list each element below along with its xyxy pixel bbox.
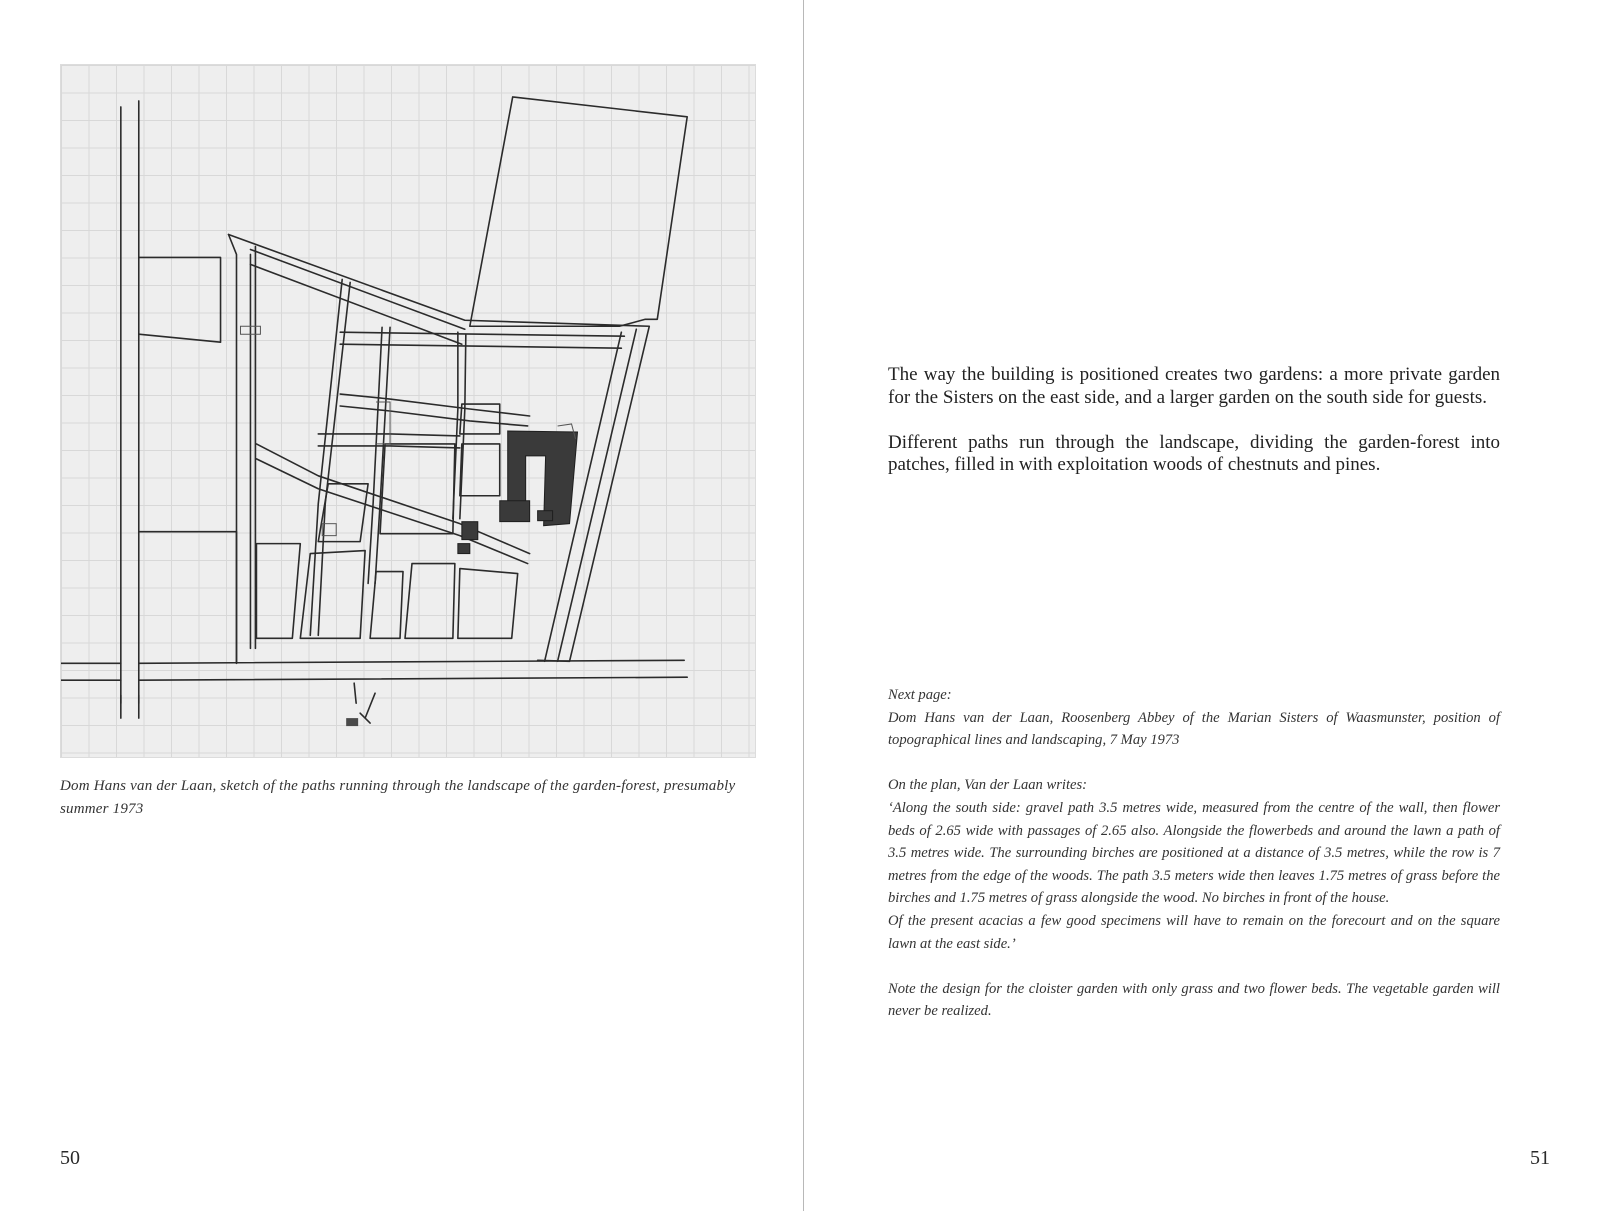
closing-note: Note the design for the cloister garden with only grass and two flower beds. The vegetable garden will never be realized. bbox=[888, 980, 1500, 1020]
sketch-drawing bbox=[61, 65, 755, 757]
body-text bbox=[888, 364, 1500, 499]
next-page-caption: Dom Hans van der Laan, Roosenberg Abbey of the Marian Sisters of Waasmunster, position of topographical lines and landscaping, 7 May 1973 bbox=[888, 709, 1500, 749]
page-number-left: 50 bbox=[60, 1147, 80, 1169]
body-paragraph-1: The way the building is positioned creates two gardens: a more private garden for the Sisters on the east side, and a larger garden on the south side for guests. bbox=[888, 364, 1500, 408]
figure-caption: Dom Hans van der Laan, sketch of the paths running through the landscape of the garden-forest, presumably summer 1973 bbox=[60, 778, 736, 817]
notes-block bbox=[888, 684, 1500, 1023]
spacer bbox=[888, 752, 1500, 775]
sketch-of-garden-paths bbox=[60, 64, 756, 758]
next-page-label: Next page: bbox=[888, 687, 952, 703]
body-paragraph-2: Different paths run through the landscape, dividing the garden-forest into patches, filled in with exploitation woods of chestnuts and pines. bbox=[888, 431, 1500, 475]
page-number-right: 51 bbox=[1530, 1147, 1550, 1169]
plan-quote-1: ‘Along the south side: gravel path 3.5 metres wide, measured from the centre of the wall, then flower beds of 2.65 wide with passages of 2.65 also. Alongside the flowerbeds and around the lawn a path of 3.5 metres wide. The surrounding birches are positioned at a distance of 3.5 metres, while the row is 7 metres from the edge of the woods. The path 3.5 meters wide then leaves 1.75 metres of grass before the birches and 1.75 metres of grass alongside the wood. No birches in front of the house. bbox=[888, 799, 1500, 907]
plan-intro: On the plan, Van der Laan writes: bbox=[888, 777, 1088, 794]
book-gutter bbox=[803, 0, 804, 1211]
spacer bbox=[888, 955, 1500, 978]
plan-quote-2: Of the present acacias a few good specimens will have to remain on the forecourt and on the square lawn at the east side.’ bbox=[888, 912, 1500, 952]
right-page bbox=[805, 0, 1600, 1211]
